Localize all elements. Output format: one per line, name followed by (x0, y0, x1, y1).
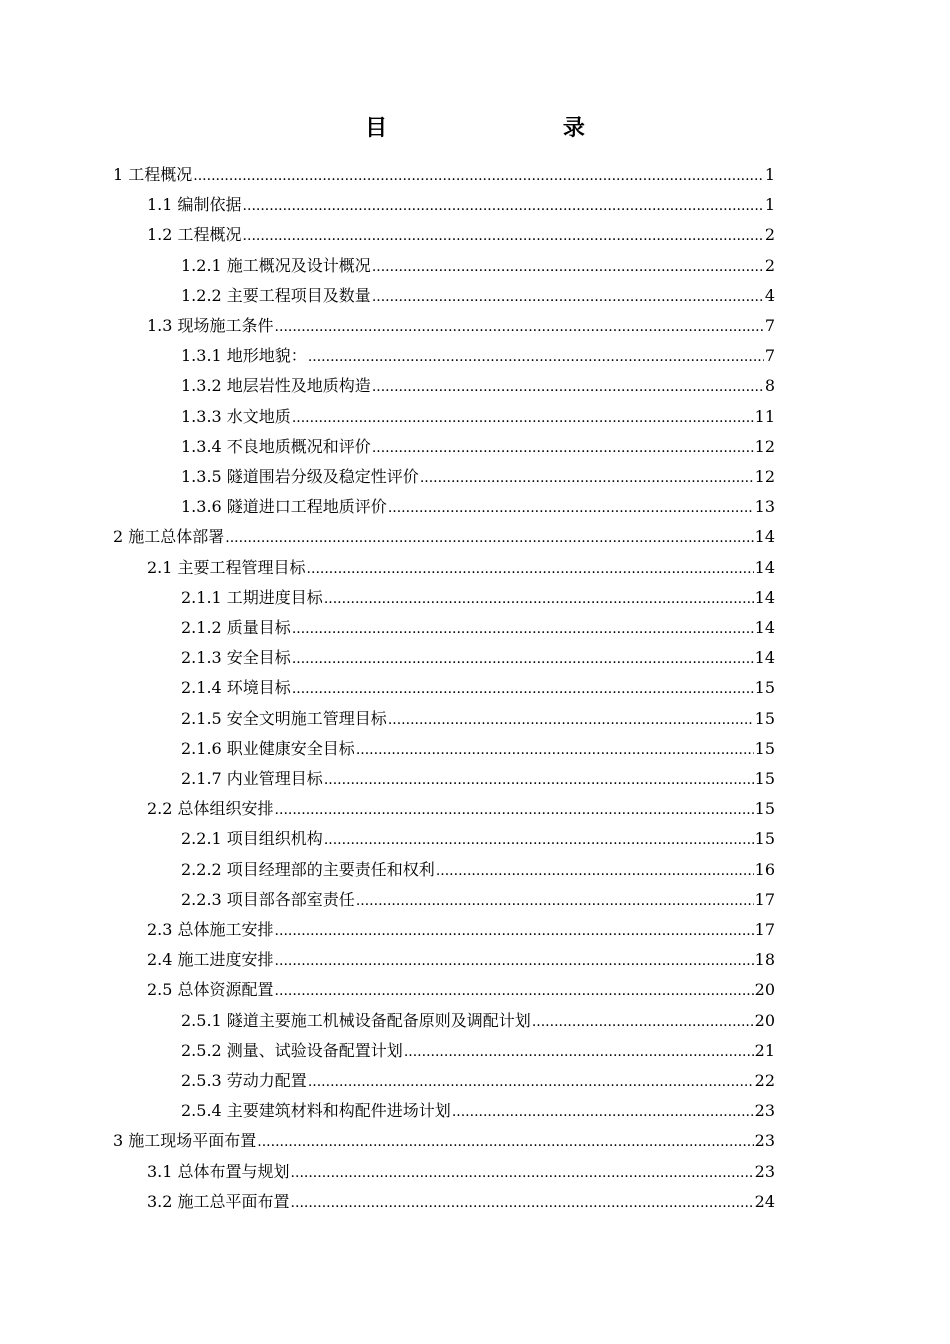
toc-entry-page-number: 21 (754, 1040, 775, 1060)
toc-entry[interactable] (113, 160, 775, 190)
toc-entry[interactable] (147, 311, 775, 341)
toc-entry-label: 2.2 总体组织安排 (147, 799, 274, 819)
toc-entry[interactable] (181, 1006, 775, 1036)
toc-entry-label: 2.2.3 项目部各部室责任 (181, 889, 355, 909)
toc-entry-page-number: 23 (754, 1131, 775, 1151)
toc-entry-label: 3.2 施工总平面布置 (147, 1191, 290, 1211)
toc-entry-page-number: 14 (754, 527, 775, 547)
toc-entry[interactable] (181, 371, 775, 401)
toc-entry[interactable] (181, 402, 775, 432)
toc-entry-page-number: 14 (754, 587, 775, 607)
toc-entry-label: 1.3.1 地形地貌： (181, 346, 307, 366)
toc-leader-dots (372, 372, 764, 402)
toc-leader-dots (420, 463, 754, 493)
toc-entry-page-number: 20 (754, 1010, 775, 1030)
toc-leader-dots (372, 282, 764, 312)
toc-entry[interactable] (181, 824, 775, 854)
toc-entry-label: 1.3 现场施工条件 (147, 316, 274, 335)
toc-leader-dots (291, 1158, 754, 1188)
toc-entry-page-number: 13 (754, 497, 775, 517)
toc-entry[interactable] (113, 522, 775, 552)
toc-entry[interactable] (181, 492, 775, 522)
toc-leader-dots (193, 161, 764, 191)
toc-leader-dots (324, 584, 754, 614)
toc-entry-label: 1.1 编制依据 (147, 195, 242, 215)
toc-entry-label: 2.3 总体施工安排 (147, 920, 274, 939)
toc-entry-label: 2.5 总体资源配置 (147, 980, 274, 1000)
toc-entry-page-number: 4 (764, 285, 775, 305)
toc-leader-dots (356, 886, 754, 916)
toc-entry[interactable] (147, 975, 775, 1005)
toc-leader-dots (275, 946, 754, 976)
toc-entry[interactable] (181, 643, 775, 673)
toc-entry[interactable] (181, 583, 775, 613)
toc-entry-label: 2.2.2 项目经理部的主要责任和权利 (181, 859, 435, 879)
toc-entry[interactable] (147, 794, 775, 824)
toc-entry-page-number: 17 (754, 920, 775, 939)
page-title: 目 录 (365, 116, 669, 141)
toc-entry-page-number: 20 (754, 980, 775, 1000)
toc-entry-page-number: 23 (754, 1101, 775, 1121)
toc-entry-label: 2.1.7 内业管理目标 (181, 769, 323, 788)
toc-entry-page-number: 12 (754, 436, 775, 456)
toc-entry-label: 2.1 主要工程管理目标 (147, 557, 306, 577)
toc-leader-dots (275, 976, 754, 1006)
toc-entry[interactable] (181, 1066, 775, 1096)
toc-entry-page-number: 11 (754, 406, 775, 426)
toc-leader-dots (372, 433, 754, 463)
toc-entry-page-number: 2 (764, 225, 775, 245)
toc-entry-label: 2.1.2 质量目标 (181, 618, 291, 637)
toc-entry[interactable] (147, 190, 775, 220)
toc-entry-label: 1.3.2 地层岩性及地质构造 (181, 376, 371, 396)
toc-leader-dots (356, 735, 754, 765)
toc-leader-dots (291, 1188, 754, 1218)
toc-entry[interactable] (181, 855, 775, 885)
toc-entry[interactable] (147, 915, 775, 945)
toc-entry[interactable] (181, 251, 775, 281)
toc-leader-dots (324, 825, 754, 855)
toc-entry-page-number: 1 (764, 195, 775, 215)
toc-entry[interactable] (181, 673, 775, 703)
toc-entry[interactable] (181, 1096, 775, 1126)
toc-entry-label: 1 工程概况 (113, 165, 193, 184)
toc-entry[interactable] (113, 1126, 775, 1156)
toc-leader-dots (275, 312, 764, 342)
toc-entry-page-number: 18 (754, 950, 775, 970)
toc-leader-dots (275, 795, 754, 825)
toc-entry-label: 2.1.3 安全目标 (181, 648, 291, 668)
toc-leader-dots (275, 916, 754, 946)
toc-entry-label: 2.5.4 主要建筑材料和构配件进场计划 (181, 1101, 451, 1121)
toc-leader-dots (532, 1007, 754, 1037)
toc-entry-page-number: 8 (764, 376, 775, 396)
toc-entry[interactable] (147, 945, 775, 975)
toc-entry-page-number: 7 (764, 316, 775, 335)
toc-entry-page-number: 15 (754, 799, 775, 819)
toc-entry[interactable] (181, 885, 775, 915)
toc-entry-label: 2.1.5 安全文明施工管理目标 (181, 708, 387, 728)
toc-entry-page-number: 15 (754, 738, 775, 758)
toc-entry-label: 2.5.2 测量、试验设备配置计划 (181, 1040, 403, 1060)
toc-entry[interactable] (181, 613, 775, 643)
toc-entry-page-number: 15 (754, 678, 775, 698)
toc-entry-label: 1.3.5 隧道围岩分级及稳定性评价 (181, 467, 419, 486)
toc-entry[interactable] (147, 1157, 775, 1187)
toc-entry[interactable] (147, 220, 775, 250)
toc-entry-label: 3 施工现场平面布置 (113, 1131, 257, 1151)
toc-leader-dots (308, 1067, 754, 1097)
toc-entry-label: 3.1 总体布置与规划 (147, 1161, 290, 1181)
toc-entry-label: 1.2 工程概况 (147, 225, 242, 245)
toc-entry-page-number: 2 (764, 255, 775, 275)
toc-entry[interactable] (181, 432, 775, 462)
toc-entry-page-number: 17 (754, 889, 775, 909)
toc-entry[interactable] (181, 462, 775, 492)
toc-entry-label: 2.1.4 环境目标 (181, 678, 291, 698)
toc-entry-page-number: 24 (754, 1191, 775, 1211)
toc-entry-page-number: 14 (754, 648, 775, 668)
toc-entry-label: 2.2.1 项目组织机构 (181, 829, 323, 849)
toc-entry-page-number: 7 (764, 346, 775, 366)
toc-leader-dots (452, 1097, 754, 1127)
toc-leader-dots (308, 342, 764, 372)
toc-leader-dots (436, 856, 754, 886)
toc-leader-dots (243, 191, 764, 221)
toc-leader-dots (372, 252, 764, 282)
toc-entry-label: 2.5.3 劳动力配置 (181, 1071, 307, 1090)
toc-entry-label: 1.2.2 主要工程项目及数量 (181, 285, 371, 305)
toc-leader-dots (388, 705, 754, 735)
toc-leader-dots (292, 644, 754, 674)
toc-entry-page-number: 15 (754, 708, 775, 728)
toc-entry[interactable] (147, 553, 775, 583)
toc-leader-dots (257, 1127, 753, 1157)
toc-leader-dots (225, 523, 753, 553)
toc-entry-label: 1.3.4 不良地质概况和评价 (181, 436, 371, 456)
toc-entry-page-number: 14 (754, 557, 775, 577)
toc-entry-label: 2.4 施工进度安排 (147, 950, 274, 970)
toc-entry-page-number: 14 (754, 618, 775, 637)
toc-leader-dots (243, 221, 764, 251)
toc-entry[interactable] (181, 764, 775, 794)
toc-entry-page-number: 12 (754, 467, 775, 486)
toc-entry[interactable] (181, 341, 775, 371)
toc-leader-dots (292, 403, 754, 433)
toc-entry[interactable] (181, 704, 775, 734)
toc-leader-dots (404, 1037, 754, 1067)
toc-entry[interactable] (181, 281, 775, 311)
toc-entry-label: 2.1.6 职业健康安全目标 (181, 738, 355, 758)
toc-entry-label: 2 施工总体部署 (113, 527, 225, 547)
toc-entry[interactable] (181, 1036, 775, 1066)
toc-entry-page-number: 22 (754, 1071, 775, 1090)
toc-leader-dots (388, 493, 754, 523)
toc-entry-page-number: 23 (754, 1161, 775, 1181)
toc-entry-page-number: 15 (754, 829, 775, 849)
toc-entry-label: 2.5.1 隧道主要施工机械设备配备原则及调配计划 (181, 1010, 531, 1030)
toc-entry-label: 1.3.6 隧道进口工程地质评价 (181, 497, 387, 517)
toc-entry-label: 2.1.1 工期进度目标 (181, 587, 323, 607)
toc-entry[interactable] (147, 1187, 775, 1217)
toc-entry-page-number: 15 (754, 769, 775, 788)
toc-entry-label: 1.2.1 施工概况及设计概况 (181, 255, 371, 275)
toc-entry-page-number: 1 (764, 165, 775, 184)
toc-leader-dots (324, 765, 754, 795)
toc-entry[interactable] (181, 734, 775, 764)
toc-leader-dots (307, 554, 754, 584)
toc-entry-page-number: 16 (754, 859, 775, 879)
toc-entry-label: 1.3.3 水文地质 (181, 406, 291, 426)
toc-leader-dots (292, 674, 754, 704)
toc-leader-dots (292, 614, 754, 644)
